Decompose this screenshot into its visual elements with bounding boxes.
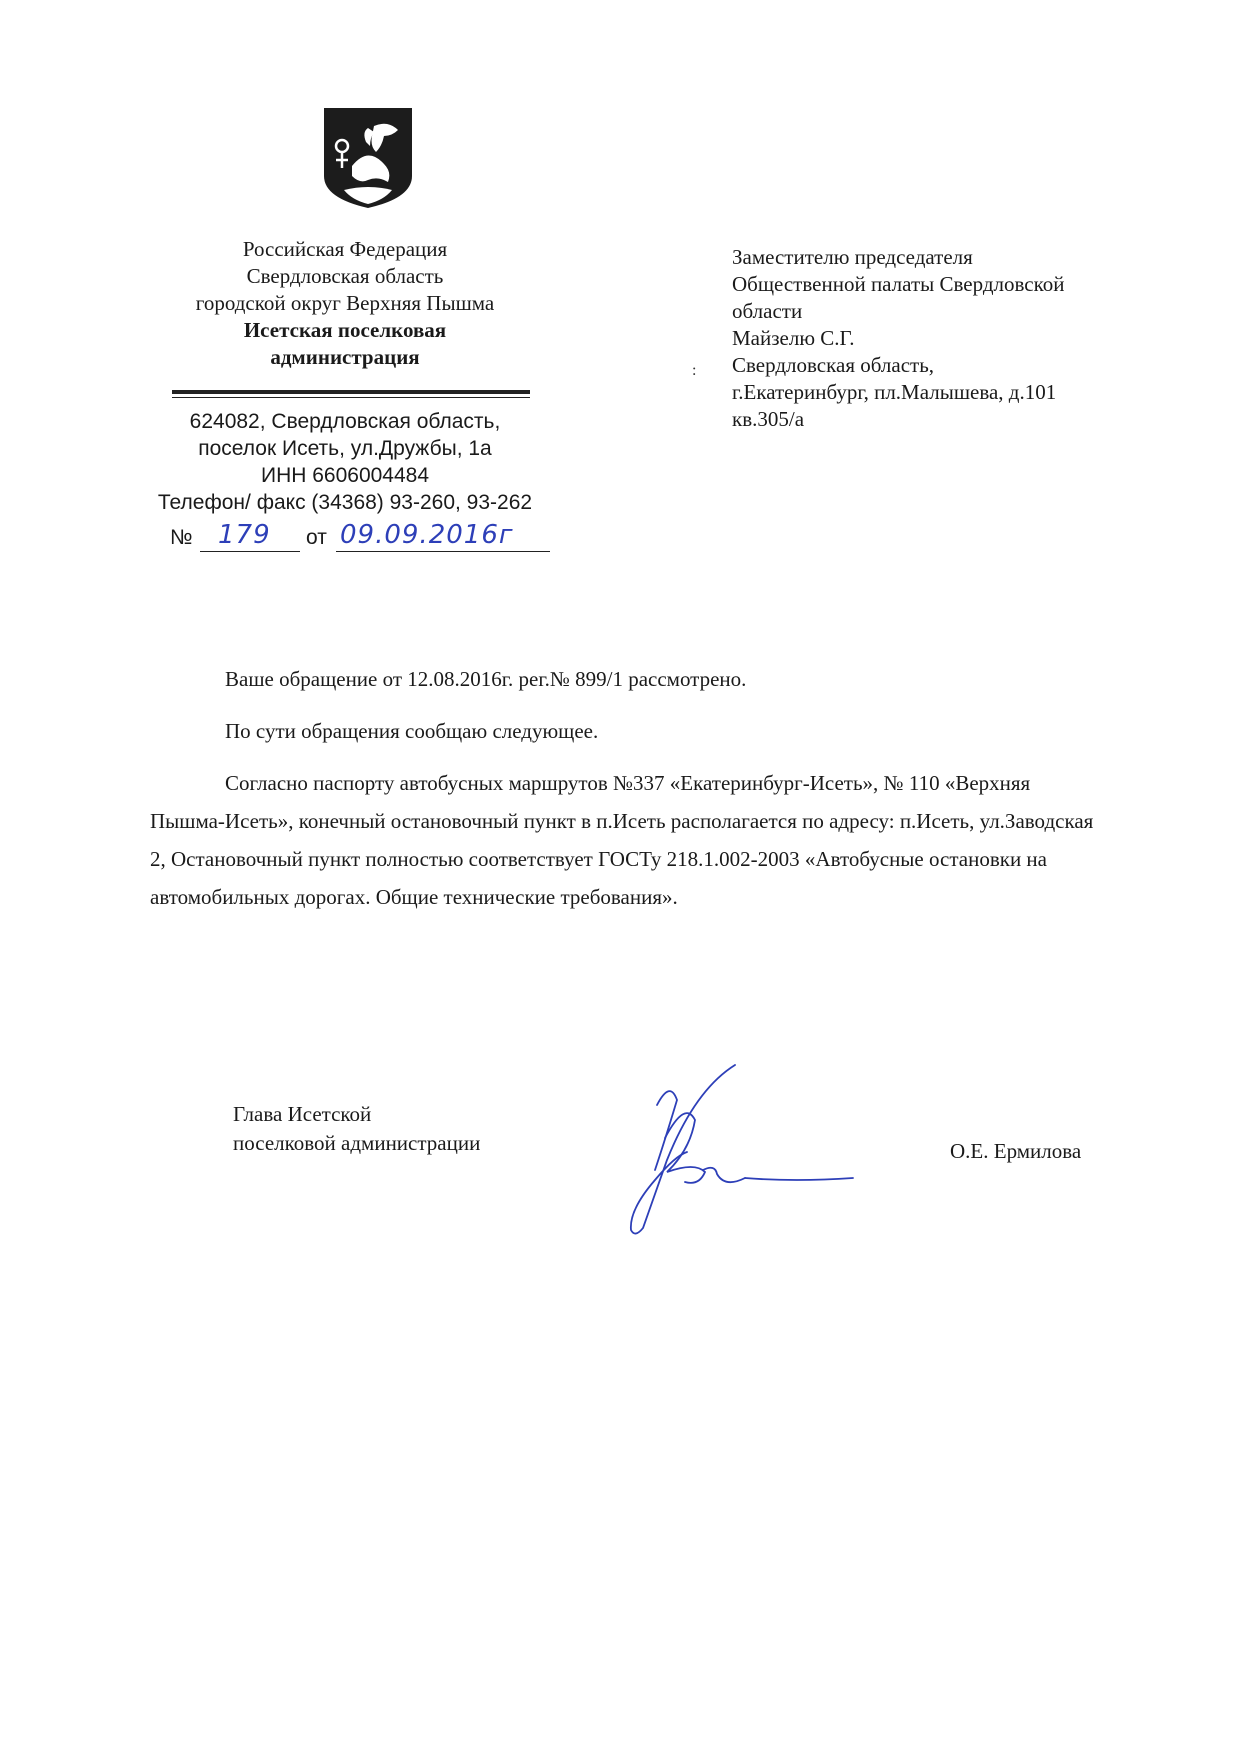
body-paragraph: Согласно паспорту автобусных маршрутов №337 «Екатеринбург-Исеть», № 110 «Верхняя Пышма-Исеть», конечный остановочный пункт в п.Исеть располагается по адресу: п.Исеть, ул.Заводская 2, Остановочный пункт полностью соответствует ГОСТу 218.1.002-2003 «Автобусные остановки на автомобильных дорогах. Общие технические требования». xyxy=(150,771,1094,909)
number-label: № xyxy=(170,526,193,549)
number-underline xyxy=(200,551,300,552)
handwritten-number: 179 xyxy=(218,520,271,550)
header-divider-thin xyxy=(172,397,530,398)
address-line2: поселок Исеть, ул.Дружбы, 1а xyxy=(198,437,492,460)
letter-body xyxy=(150,660,1110,916)
sender-country: Российская Федерация xyxy=(242,237,448,261)
recipient-line: Заместителю председателя xyxy=(732,245,973,269)
sender-address xyxy=(130,408,560,516)
signatory-name: О.Е. Ермилова xyxy=(950,1139,1082,1163)
sender-org-line1: Исетская поселковая xyxy=(243,318,447,342)
recipient-line: кв.305/а xyxy=(732,407,805,431)
coat-of-arms-icon xyxy=(322,106,414,210)
recipient-block xyxy=(732,244,1152,433)
recipient-line: Свердловская область, xyxy=(732,353,935,377)
margin-mark: : xyxy=(692,362,697,379)
handwritten-signature xyxy=(595,1060,855,1240)
sender-district: городской округ Верхняя Пышма xyxy=(195,291,495,315)
phone-fax: Телефон/ факс (34368) 93-260, 93-262 xyxy=(157,491,533,514)
address-line1: 624082, Свердловская область, xyxy=(189,410,501,433)
sender-block xyxy=(140,236,550,371)
recipient-line: Майзелю С.Г. xyxy=(732,326,855,350)
handwritten-date: 09.09.2016г xyxy=(340,520,514,550)
date-underline xyxy=(336,551,550,552)
signatory-title-line2: поселковой администрации xyxy=(233,1131,481,1155)
recipient-line: области xyxy=(732,299,803,323)
sender-region: Свердловская область xyxy=(246,264,444,288)
body-paragraph: По сути обращения сообщаю следующее. xyxy=(225,719,599,743)
signatory-title-line1: Глава Исетской xyxy=(233,1102,372,1126)
body-paragraph: Ваше обращение от 12.08.2016г. рег.№ 899/1 рассмотрено. xyxy=(225,667,747,691)
date-label: от xyxy=(306,526,327,549)
sender-org-line2: администрация xyxy=(270,345,420,369)
outgoing-reference xyxy=(170,520,550,554)
header-divider-thick xyxy=(172,390,530,394)
signatory-title xyxy=(233,1100,563,1158)
recipient-line: г.Екатеринбург, пл.Малышева, д.101 xyxy=(732,380,1057,404)
recipient-line: Общественной палаты Свердловской xyxy=(732,272,1065,296)
inn: ИНН 6606004484 xyxy=(260,464,430,487)
